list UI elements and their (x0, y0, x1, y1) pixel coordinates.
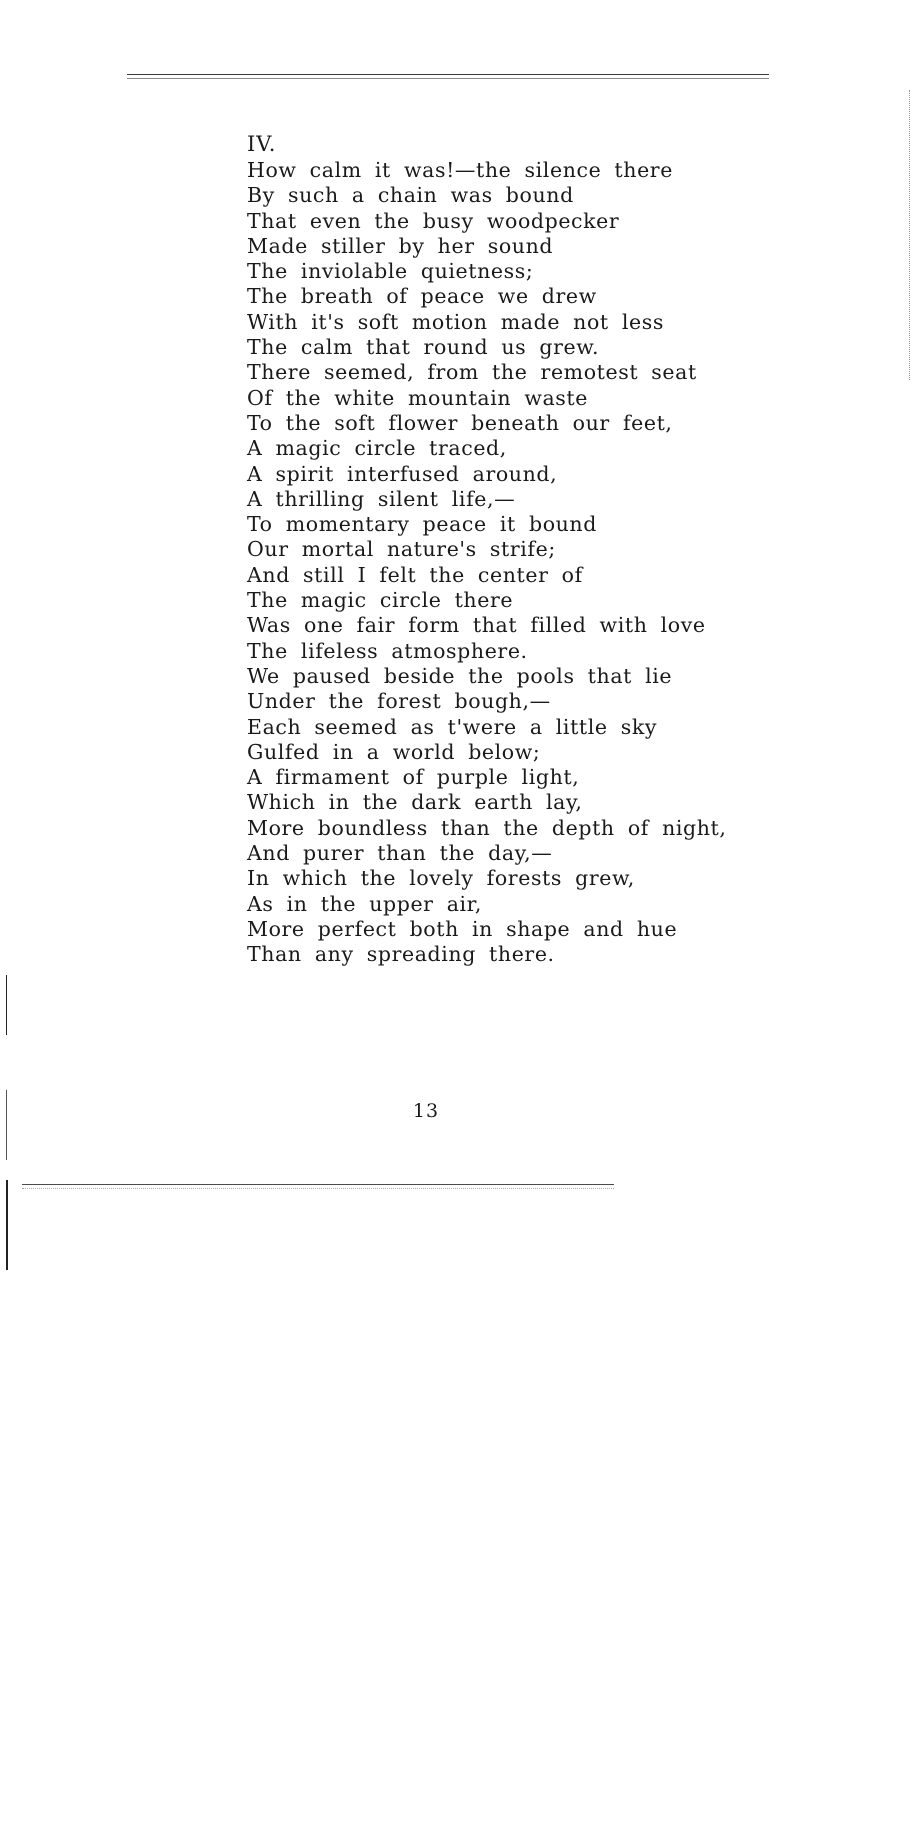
poem-line: The calm that round us grew. (247, 335, 600, 360)
poem-line: Than any spreading there. (247, 942, 555, 967)
poem-line: Each seemed as t'were a little sky (247, 714, 658, 739)
poem-line: To momentary peace it bound (247, 512, 597, 537)
poem-line: Was one fair form that filled with love (247, 613, 706, 638)
poem-line: And still I felt the center of (247, 562, 583, 587)
poem-line: A magic circle traced, (247, 436, 507, 461)
poem-line: With it's soft motion made not less (247, 309, 664, 334)
poem-line: Of the white mountain waste (247, 385, 588, 410)
poem-line: Made stiller by her sound (247, 233, 554, 258)
poem-line: In which the lovely forests grew, (247, 866, 635, 891)
poem-line: A spirit interfused around, (247, 461, 558, 486)
poem-line: A firmament of purple light, (247, 765, 580, 790)
scan-margin-mark (6, 1090, 7, 1160)
poem-line: We paused beside the pools that lie (247, 663, 673, 688)
bottom-rule-shadow (22, 1188, 614, 1189)
poem-line: Which in the dark earth lay, (247, 790, 583, 815)
poem-line: The magic circle there (247, 588, 514, 613)
top-rule (127, 74, 769, 75)
poem-line: A thrilling silent life,— (247, 486, 516, 511)
poem-line: The breath of peace we drew (247, 284, 597, 309)
poem-line: Under the forest bough,— (247, 689, 551, 714)
poem-line: That even the busy woodpecker (247, 208, 620, 233)
poem-line: More perfect both in shape and hue (247, 916, 678, 941)
poem-line: How calm it was!—the silence there (247, 158, 673, 182)
poem-block (247, 132, 847, 968)
poem-line: More boundless than the depth of night, (247, 815, 727, 840)
scan-margin-mark (6, 975, 7, 1035)
poem-line: Our mortal nature's strife; (247, 537, 556, 562)
poem-line: To the soft flower beneath our feet, (247, 410, 673, 435)
poem-line: And purer than the day,— (247, 841, 553, 866)
poem-line: There seemed, from the remotest seat (247, 360, 697, 385)
section-number: IV. (247, 132, 277, 156)
poem-line: As in the upper air, (247, 891, 482, 916)
poem-line: The lifeless atmosphere. (247, 638, 528, 663)
top-rule-shadow (127, 78, 769, 79)
page-number: 13 (412, 1100, 440, 1122)
poem-line: Gulfed in a world below; (247, 739, 541, 764)
scan-margin-mark (6, 1180, 8, 1270)
poem-line: The inviolable quietness; (247, 259, 534, 284)
scan-margin-specks (905, 90, 910, 380)
bottom-rule (22, 1184, 614, 1185)
poem-line: By such a chain was bound (247, 183, 574, 208)
